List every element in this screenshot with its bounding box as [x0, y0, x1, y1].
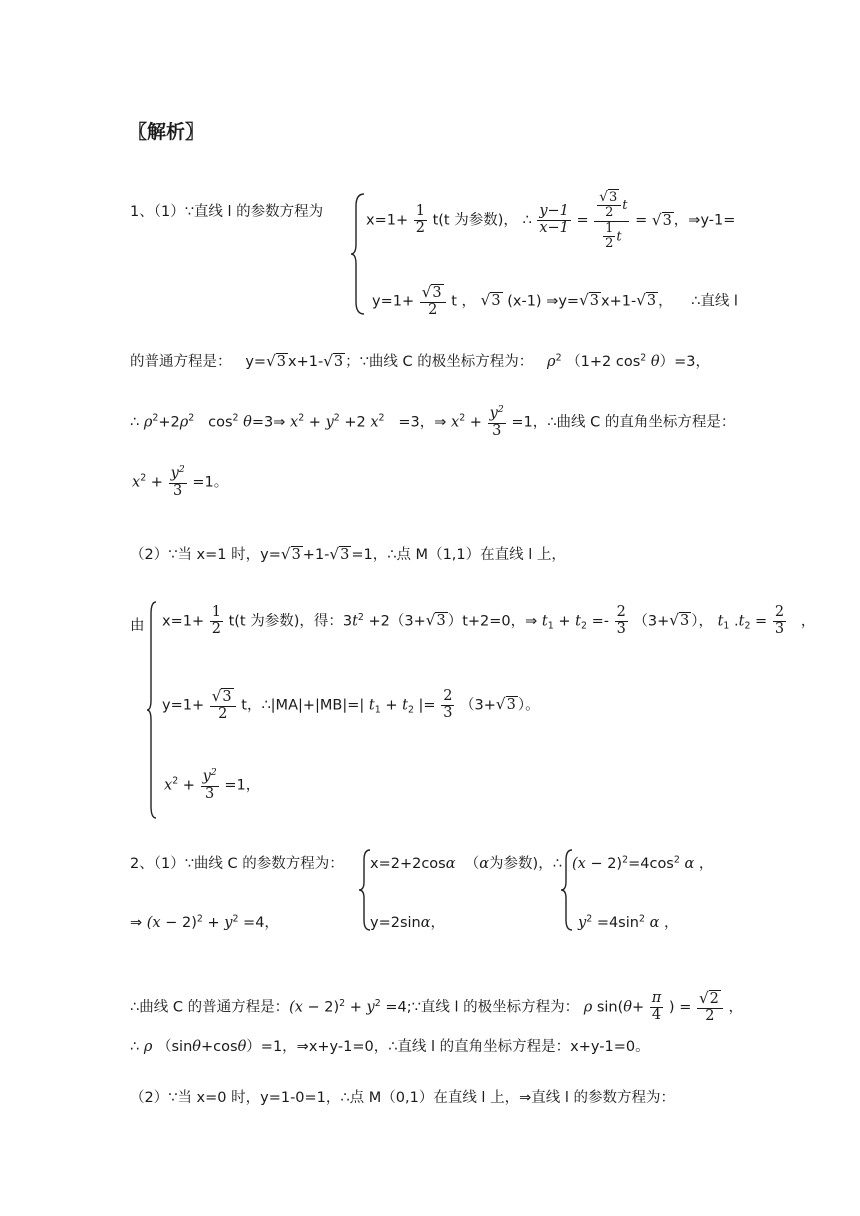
p1-line3: ∴ $\rho^2+2\rho^2$ $\cos^2$ θ=3⇒ $x^2 + y^2 +2$ $x^2$ =3，⇒ $x^2$ + $\frac{y^2}{3}$ =1，∴曲线 C 的直角坐标方程是：: [130, 404, 736, 439]
brace-p1: [350, 192, 366, 316]
p2-row2: y=1+ $\frac{√3}{2}$ t，∴|MA|+|MB|=| $t_1 + t_2$ |= $\frac{2}{3}$ （3+√3 ）。: [162, 687, 540, 722]
p3-line4: ∴ ρ （sinθ+cosθ）=1，⇒x+y-1=0，∴直线 l 的直角坐标方程是：x+y-1=0。: [130, 1039, 650, 1055]
p1-part2-intro: （2）∵当 x=1 时，y=√3 +1-√3 =1，∴点 M（1,1）在直线 l 上，: [130, 545, 566, 563]
p3-line3: ∴曲线 C 的普通方程是：$(x - 2)^2 + y^2$ =4;∵直线 l 的极坐标方程为： ρ sin(θ+ $\frac{\pi}{4}$ ) = $\frac{√2}{2}$ ，: [130, 989, 743, 1024]
p1-line4: $x^2$ + $\frac{y^2}{3}$ =1。: [132, 464, 229, 499]
p3-sys2-x: $(x - 2)^2=4\cos^2$ α ，: [572, 854, 714, 872]
problem-1-intro: 1、（1）∵直线 l 的参数方程为: [130, 204, 324, 220]
section-heading: 〖解析〗: [128, 121, 205, 143]
p3-line2: ⇒ $(x - 2)^2 + y^2 =4$，: [130, 913, 279, 931]
p2-row3: $x^2$ + $\frac{y^2}{3}$ =1，: [164, 767, 261, 802]
brace-p2: [146, 600, 158, 820]
p3-line1: 2、（1）∵曲线 C 的参数方程为：: [130, 856, 344, 872]
p2-row1: x=1+ $\frac{1}{2}$ t(t 为参数)，得：$3t^2 +2(3+√3$ ）t+2=0，⇒ $t_1 + t_2$ =- $\frac{2}{3}$ （3+√3 ）， $t_1$ $.t_2$ = $\frac{2}{3}$ ，: [162, 604, 816, 637]
p1-sys-x: x=1+ $\frac{1}{2}$ t(t 为参数)， ∴ $\frac{y-1}{x-1}$ = $\frac{√3}{2}$ t $\frac{1}{2}$ t = √3 ，⇒y-1=: [366, 189, 736, 251]
p1-line2: 的普通方程是： y=√3 x+1-√3 ；∵曲线 C 的极坐标方程为： $\rho^2$ （1+2 $\cos^2 \theta)=3$，: [130, 352, 711, 370]
p3-sys1-x: x=2+2cosα （α为参数)，∴: [370, 856, 562, 872]
p3-line5: （2）∵当 x=0 时，y=1-0=1，∴点 M（0,1）在直线 l 上，⇒直线 l 的参数方程为：: [130, 1090, 675, 1106]
p2-you: 由: [130, 618, 145, 634]
p3-sys2-y: $y^2 =4\sin^2$ α ，: [578, 913, 679, 931]
p1-sys-y: y=1+ $\frac{√3}{2}$ t ， √3 (x-1) ⇒y=√3 x+1-√3 ， ∴直线 l: [372, 283, 738, 318]
p3-sys1-y: y=2sinα，: [370, 915, 446, 931]
